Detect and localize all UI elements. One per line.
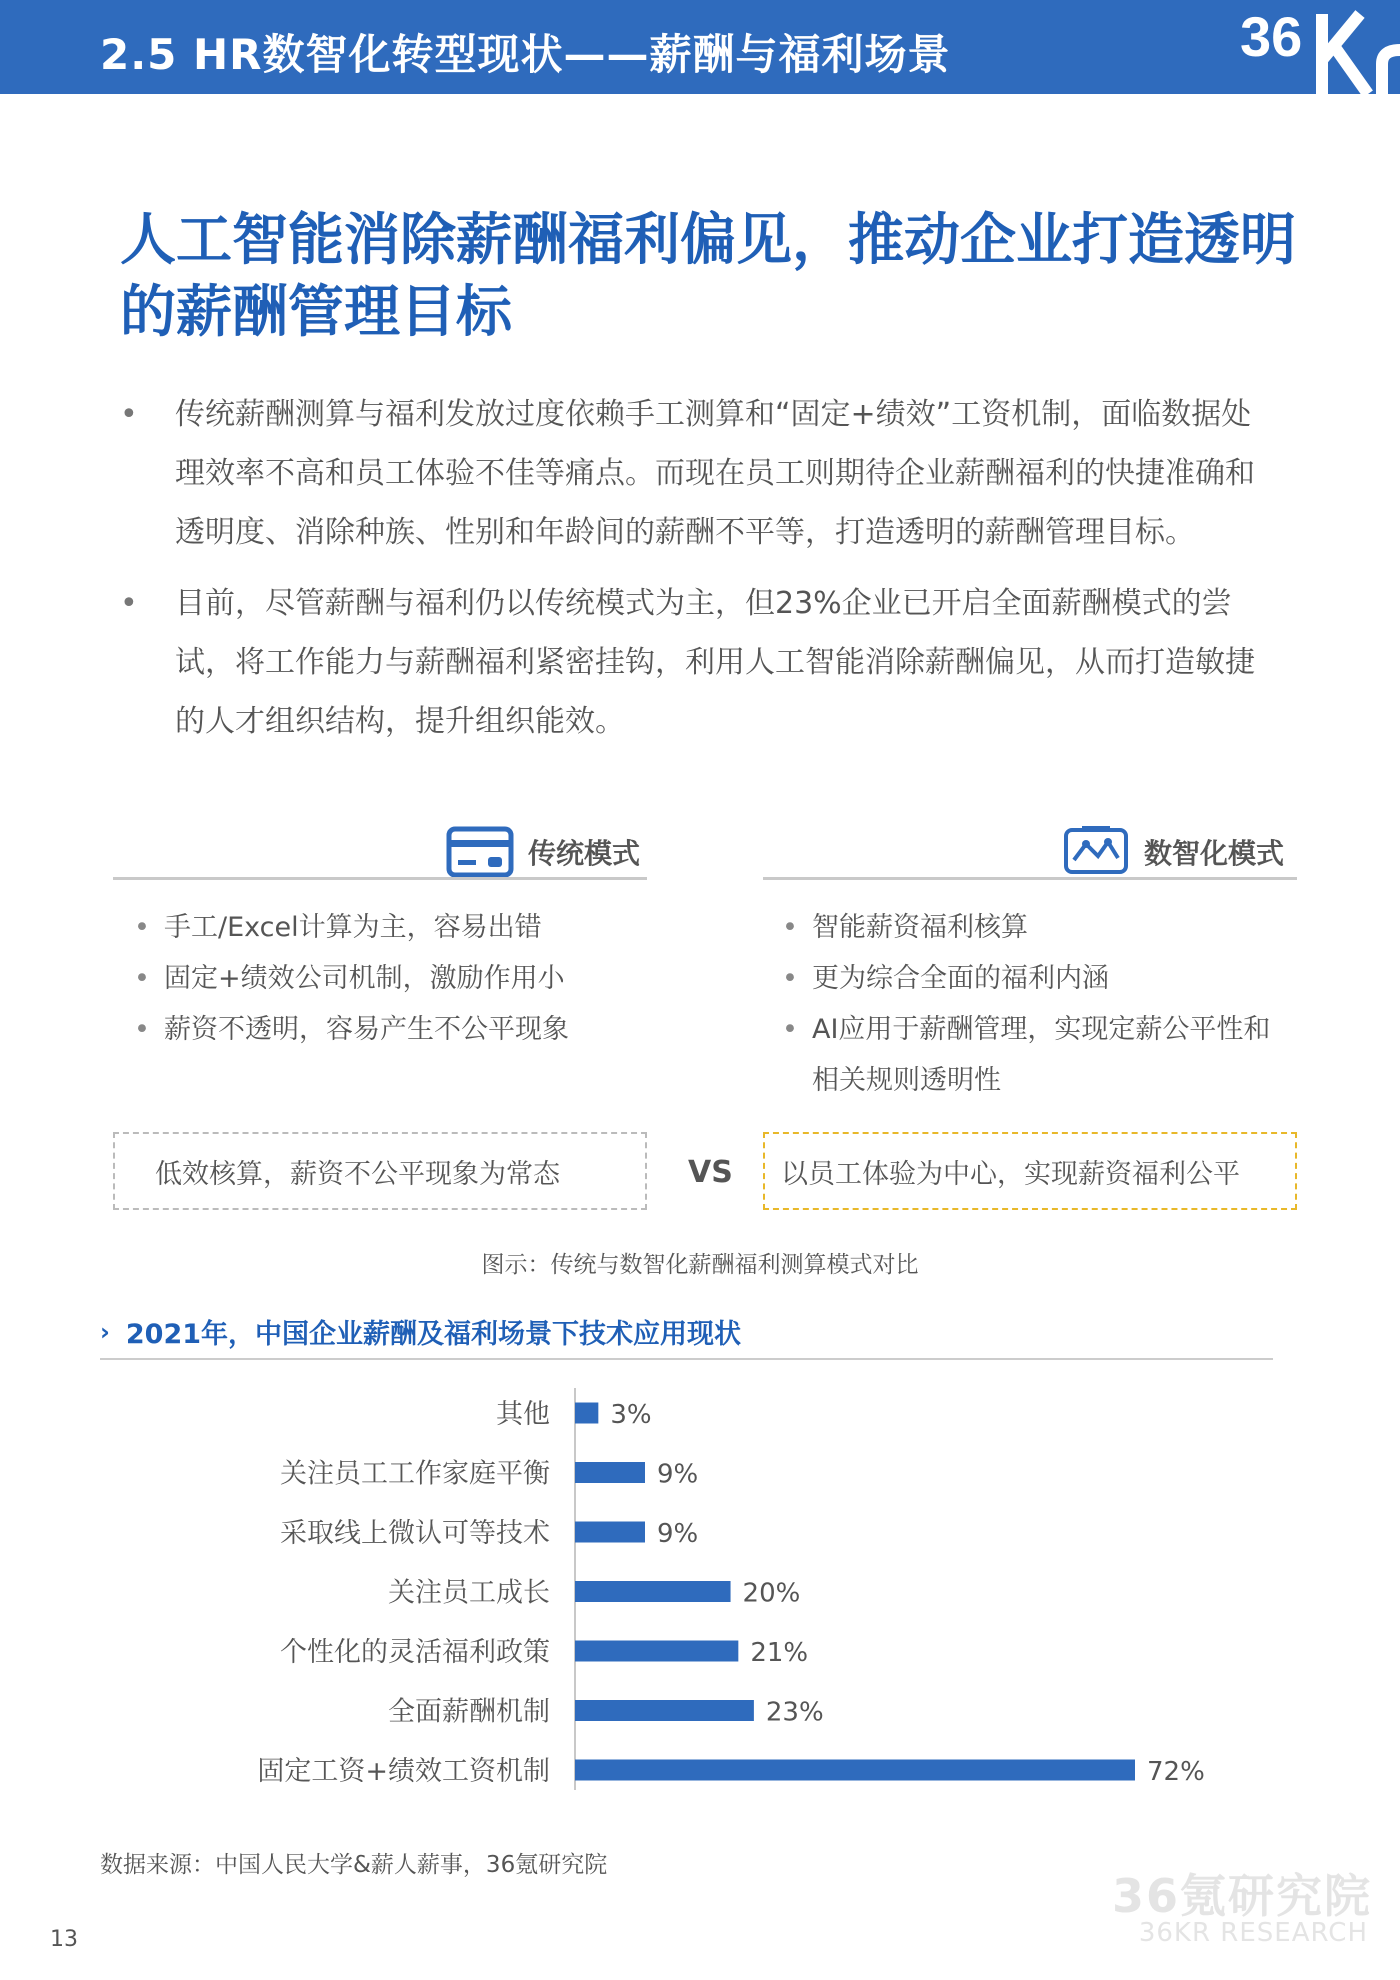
- bullet-list: [120, 385, 1280, 763]
- list-item: • 薪资不透明，容易产生不公平现象: [130, 1004, 640, 1055]
- bullet-text: 传统薪酬测算与福利发放过度依赖手工测算和“固定+绩效”工资机制，面临数据处理效率不高和员工体验不佳等痛点。而现在员工则期待企业薪酬福利的快捷准确和透明度、消除种族、性别和年龄间的薪酬不平等，打造透明的薪酬管理目标。: [175, 397, 1255, 550]
- bar: [575, 1403, 598, 1424]
- digital-mode-title: 数智化模式: [1144, 837, 1285, 870]
- chevron-right-icon: ›: [100, 1317, 110, 1346]
- list-item: • AI应用于薪酬管理，实现定薪公平性和相关规则透明性: [778, 1004, 1288, 1106]
- chart-title: 2021年，中国企业薪酬及福利场景下技术应用现状: [125, 1319, 742, 1350]
- bar: [575, 1760, 1135, 1781]
- figure-caption: 图示：传统与数智化薪酬福利测算模式对比: [481, 1252, 919, 1278]
- digital-divider: [763, 877, 1297, 880]
- digital-mode-heading: [1062, 824, 1284, 880]
- 36kr-logo: [1210, 0, 1400, 94]
- category-label: 固定工资+绩效工资机制: [257, 1756, 550, 1787]
- footer-logo-en: 36KR RESEARCH: [1138, 1918, 1368, 1948]
- list-item: • 固定+绩效公司机制，激励作用小: [130, 953, 640, 1004]
- page-headline: 人工智能消除薪酬福利偏见，推动企业打造透明的薪酬管理目标: [120, 208, 1296, 345]
- traditional-divider: [113, 877, 647, 880]
- value-label: 3%: [610, 1400, 652, 1430]
- chart-heading: [100, 1312, 741, 1351]
- list-item: • 更为综合全面的福利内涵: [778, 953, 1288, 1004]
- footer-logo-cn: 36氪研究院: [1111, 1869, 1372, 1923]
- page-number: 13: [50, 1927, 78, 1952]
- digital-summary-box: [763, 1132, 1297, 1210]
- value-label: 72%: [1147, 1757, 1205, 1787]
- chart-title-divider: [100, 1358, 1273, 1360]
- value-label: 20%: [742, 1578, 801, 1609]
- traditional-summary-box: [113, 1132, 647, 1210]
- value-label: 9%: [657, 1519, 699, 1549]
- value-label: 21%: [750, 1638, 809, 1668]
- category-label: 其他: [496, 1399, 550, 1430]
- vs-label: VS: [688, 1155, 733, 1190]
- category-label: 个性化的灵活福利政策: [280, 1637, 550, 1668]
- value-label: 9%: [657, 1459, 699, 1490]
- digital-list: [778, 902, 1288, 1106]
- list-item: • 手工/Excel计算为主，容易出错: [130, 902, 640, 953]
- category-label: 采取线上微认可等技术: [280, 1518, 550, 1549]
- bullet-dot: •: [120, 586, 138, 621]
- card-icon: [446, 826, 514, 878]
- value-label: 23%: [765, 1697, 824, 1728]
- bullet-item: [120, 385, 1280, 562]
- bullet-item: [120, 574, 1280, 751]
- bullet-text: 目前，尽管薪酬与福利仍以传统模式为主，但23%企业已开启全面薪酬模式的尝试，将工作能力与薪酬福利紧密挂钩，利用人工智能消除薪酬偏见，从而打造敏捷的人才组织结构，提升组织能效。: [175, 586, 1255, 739]
- category-label: 全面薪酬机制: [388, 1696, 550, 1728]
- svg-text:36: 36: [1240, 5, 1303, 68]
- bar: [575, 1700, 754, 1721]
- bar: [575, 1641, 738, 1662]
- traditional-mode-title: 传统模式: [528, 837, 641, 870]
- bar: [575, 1581, 731, 1602]
- bar-chart: [0, 1370, 1400, 1810]
- digital-summary: 以员工体验为中心，实现薪资福利公平: [781, 1158, 1240, 1190]
- list-item: • 智能薪资福利核算: [778, 902, 1288, 953]
- traditional-summary: 低效核算，薪资不公平现象为常态: [155, 1158, 560, 1190]
- category-label: 关注员工工作家庭平衡: [280, 1458, 550, 1490]
- traditional-mode-heading: [446, 824, 640, 880]
- category-label: 关注员工成长: [388, 1577, 550, 1609]
- data-source: 数据来源：中国人民大学&薪人薪事，36氪研究院: [100, 1852, 608, 1878]
- chart-monitor-icon: [1062, 826, 1130, 878]
- bar: [575, 1522, 645, 1543]
- bullet-dot: •: [120, 397, 138, 432]
- bar: [575, 1462, 645, 1483]
- section-title: 2.5 HR数智化转型现状——薪酬与福利场景: [100, 30, 951, 79]
- traditional-list: [130, 902, 640, 1055]
- header-bar: [0, 0, 1400, 94]
